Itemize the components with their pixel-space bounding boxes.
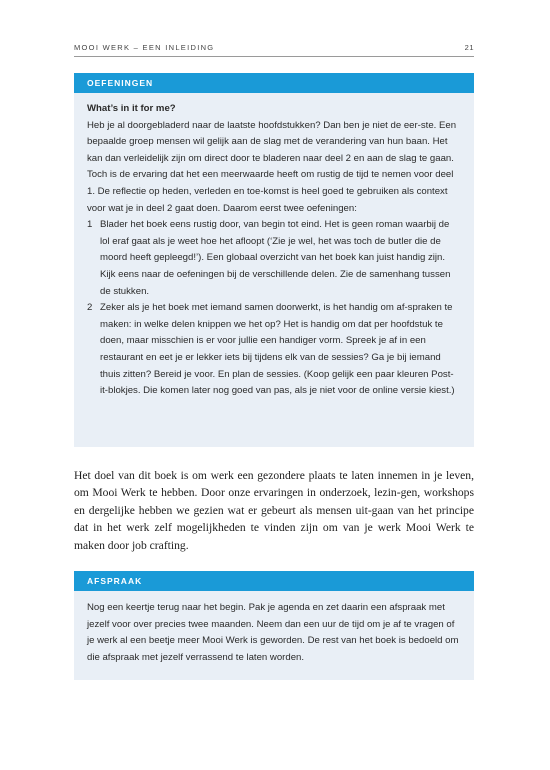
running-head-title: MOOI WERK – EEN INLEIDING (74, 43, 215, 52)
body-paragraph-text: Het doel van dit boek is om werk een gezondere plaats te laten innemen in je leven, om Mooi Werk te hebben. Door onze ervaringen in onderzoek, lezin-gen, workshops en dergelijke hebben we gezien wat er gebeurt als mensen uit-gaan van het principe dat in het werk zelf mogelijkheden te vinden zijn om van je werk Mooi Werk te maken door job crafting. (74, 469, 474, 552)
appointment-text: Nog een keertje terug naar het begin. Pak je agenda en zet daarin een afspraak met jezelf voor over precies twee maanden. Neem dan een uur de tijd om je af te vragen of je werk al een beetje meer Mooi Werk is geworden. De rest van het boek is bedoeld om die afspraak met jezelf verrassend te laten worden. (87, 602, 459, 663)
header-rule (74, 56, 474, 57)
body-paragraph (74, 467, 474, 554)
exercises-box (74, 73, 474, 447)
list-item (87, 217, 461, 300)
list-item-number: 2 (87, 302, 93, 314)
list-item (87, 300, 461, 400)
exercises-subheading: What’s in it for me? (87, 103, 176, 114)
list-item-number: 1 (87, 219, 93, 231)
exercises-intro: Heb je al doorgebladerd naar de laatste hoofdstukken? Dan ben je niet de eer-ste. Een bepaalde groep mensen wil gelijk aan de slag met de verandering van hun baan. Het kan dan verleidelijk zijn om direct door te bladeren naar deel 2 en aan de slag te gaan. Toch is de ervaring dat het een meerwaarde heeft om rustig de tijd te nemen voor deel 1. De reflectie op heden, verleden en toe-komst is heel goed te gebruiken als context voor wat je in deel 2 gaat doen. Daarom eerst twee oefeningen: (87, 119, 457, 214)
exercises-header: OEFENINGEN (74, 73, 474, 93)
running-head (74, 41, 474, 55)
list-item-text: Zeker als je het boek met iemand samen doorwerkt, is het handig om af-spraken te maken: in welke delen knippen we het op? Het is handig om dat per hoofdstuk te doen, maar misschien is er voor jullie een handiger vorm. Spreek je af in een restaurant en eet je er lekker iets bij tijdens elk van de sessies? Ga je bij iemand thuis zitten? Bereid je voor. En plan de sessies. (Koop gelijk een paar kleuren Post-it-blokjes. Die komen later nog goed van pas, als je niet voor de online versie kiest.) (100, 302, 455, 397)
appointment-box (74, 571, 474, 680)
page-number: 21 (464, 43, 474, 52)
list-item-text: Blader het boek eens rustig door, van begin tot eind. Het is geen roman waarbij de lol eraf gaat als je weet hoe het afloopt (‘Zie je wel, het was toch de butler die de moord heeft gepleegd!’). Een globaal overzicht van het boek kan juist handig zijn. Kijk eens naar de oefeningen bij de verschillende delen. Zie de samenhang tussen de stukken. (100, 219, 451, 297)
exercises-body (74, 93, 474, 410)
appointment-header: AFSPRAAK (74, 571, 474, 591)
exercises-list (87, 217, 461, 400)
appointment-body (74, 591, 474, 676)
